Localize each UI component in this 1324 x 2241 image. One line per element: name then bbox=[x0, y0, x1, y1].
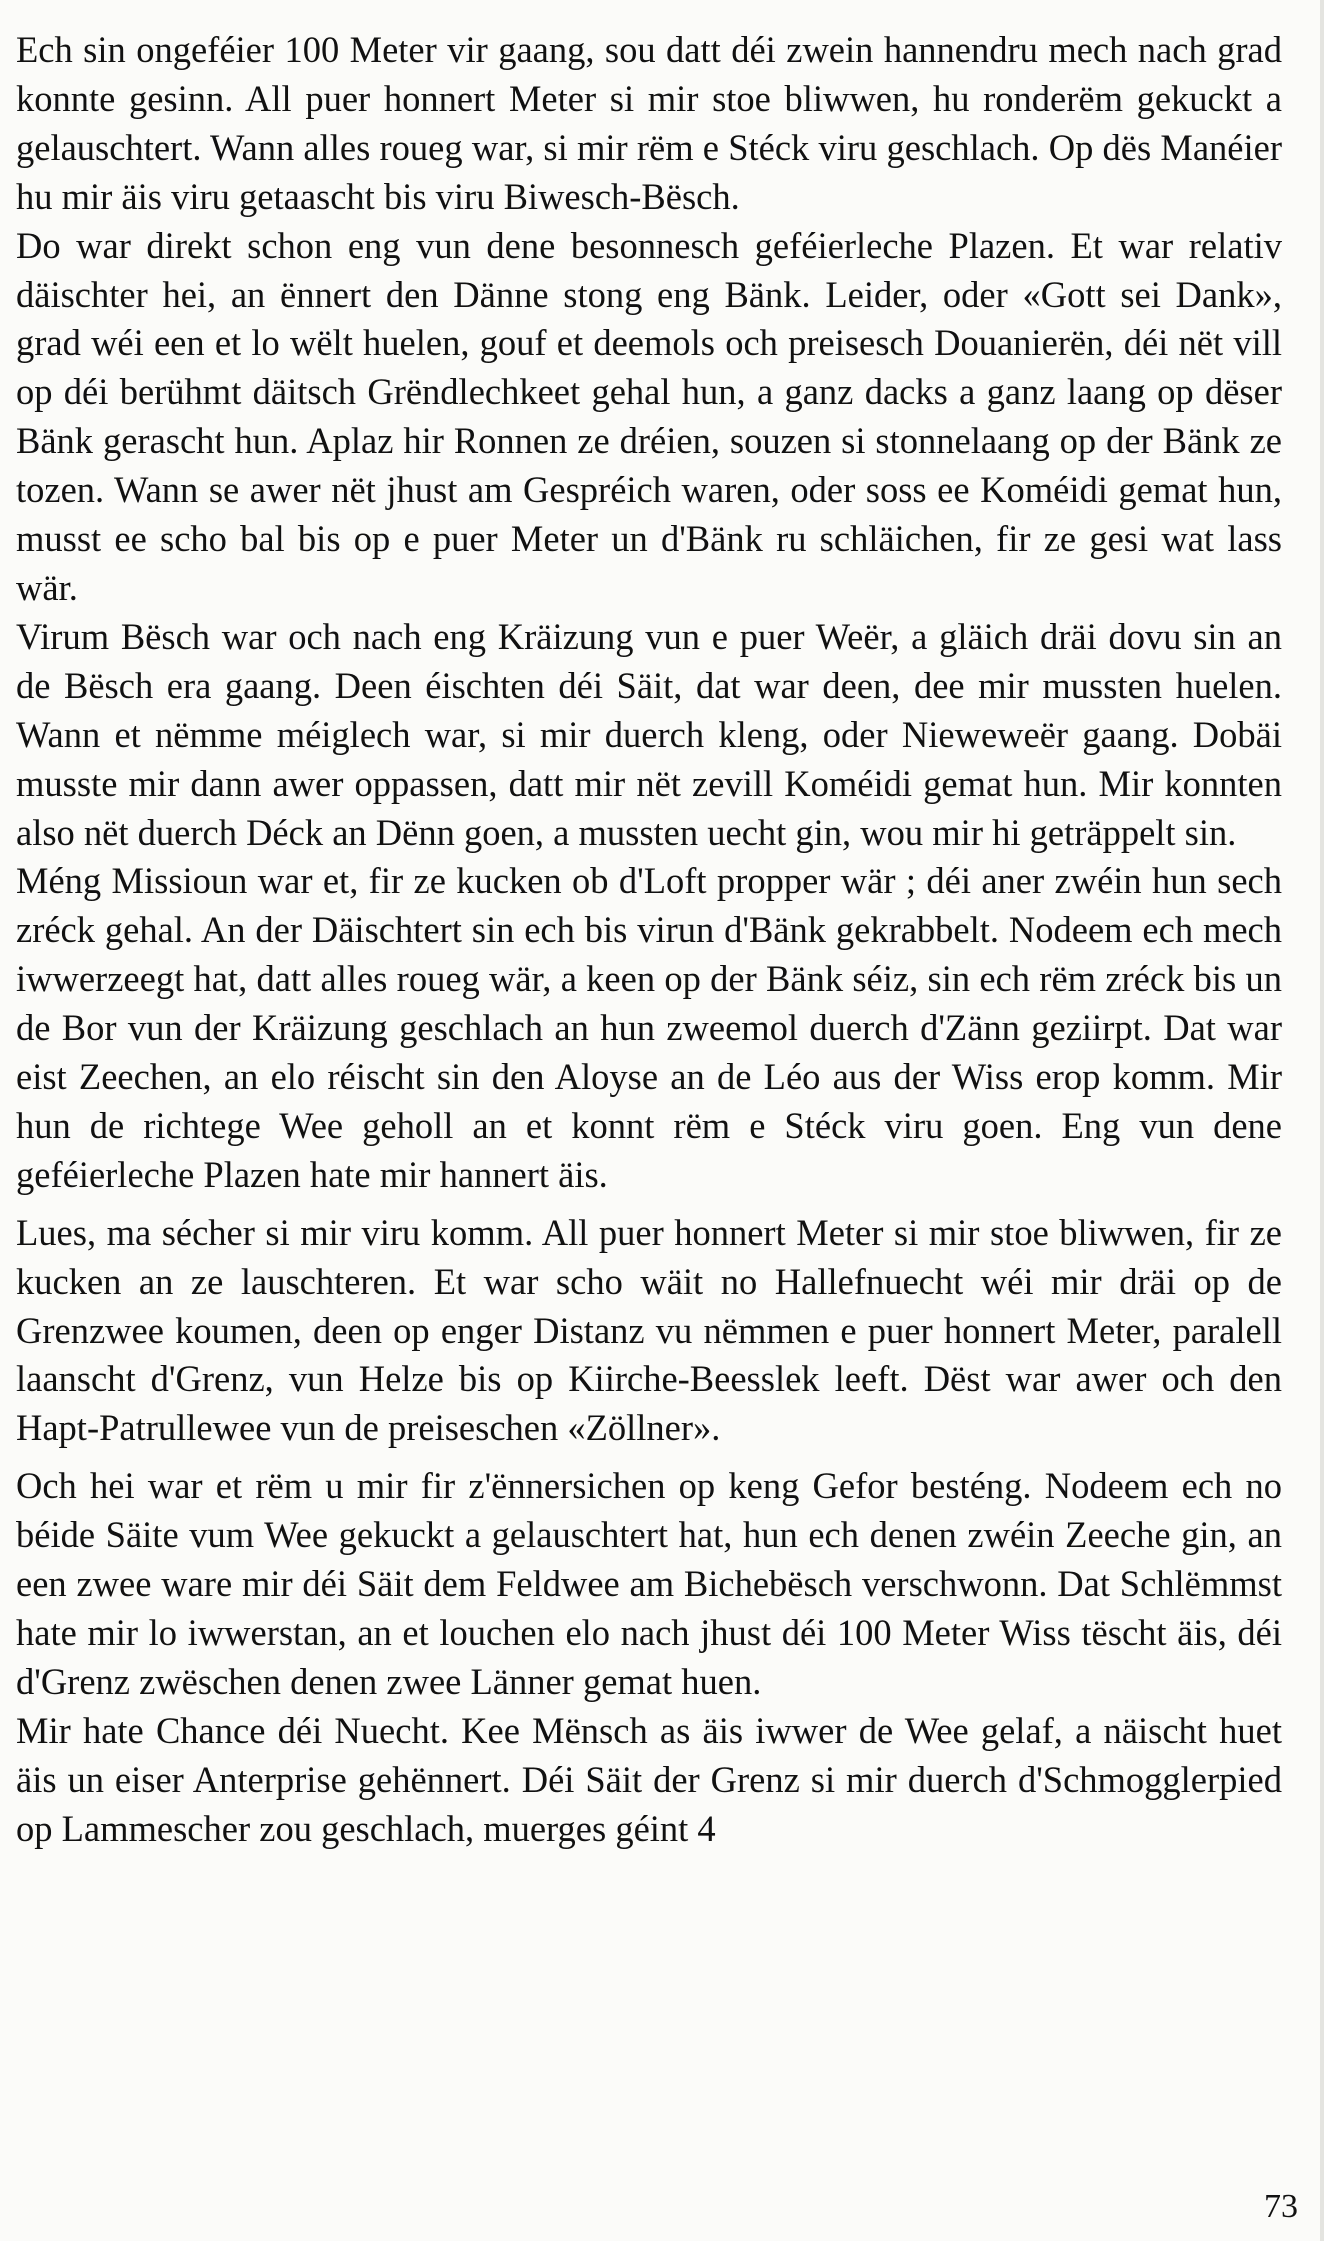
page-edge-shadow bbox=[1320, 0, 1324, 2241]
paragraph: Méng Missioun war et, fir ze kucken ob d'Loft propper wär ; déi aner zwéin hun sech zréck gehal. An der Däischtert sin ech bis virun d'Bänk gekrabbelt. Nodeem ech mech iwwerzeegt hat, datt alles roueg wär, a keen op der Bänk séiz, sin ech rëm zréck bis un de Bor vun der Kräizung geschlach an hun zweemol duerch d'Zänn geziirpt. Dat war eist Zeechen, an elo réischt sin den Aloyse an de Léo aus der Wiss erop komm. Mir hun de richtege Wee geholl an et konnt rëm e Stéck viru goen. Eng vun dene geféierleche Plazen hate mir hannert äis. bbox=[16, 860, 1282, 1195]
paragraph: Mir hate Chance déi Nuecht. Kee Mënsch as äis iwwer de Wee gelaf, a näischt huet äis un eiser Anterprise gehënnert. Déi Säit der Grenz si mir duerch d'Schmogglerpied op Lammescher zou geschlach, muerges géint 4 bbox=[16, 1709, 1282, 1849]
paragraph: Virum Bësch war och nach eng Kräizung vun e puer Weër, a gläich dräi dovu sin an de Bësch era gaang. Deen éischten déi Säit, dat war deen, dee mir mussten huelen. Wann et nëmme méiglech war, si mir duerch kleng, oder Nieweweër gaang. Dobäi musste mir dann awer oppassen, datt mir nët zevill Koméidi gemat hun. Mir konnten also nët duerch Déck an Dënn goen, a mussten uecht gin, wou mir hi geträppelt sin. bbox=[16, 615, 1282, 853]
paragraph: Och hei war et rëm u mir fir z'ënnersichen op keng Gefor besténg. Nodeem ech no béide Säite vum Wee gekuckt a gelauschtert hat, hun ech denen zwéin Zeeche gin, an een zwee ware mir déi Säit dem Feldwee am Bichebësch verschwonn. Dat Schlëmmst hate mir lo iwwerstan, an et louchen elo nach jhust déi 100 Meter Wiss tëscht äis, déi d'Grenz zwëschen denen zwee Länner gemat huen. bbox=[16, 1465, 1282, 1702]
page-number: 73 bbox=[1264, 2188, 1298, 2225]
paragraph: Do war direkt schon eng vun dene besonnesch geféierleche Plazen. Et war relativ däischter hei, an ënnert den Dänne stong eng Bänk. Leider, oder «Gott sei Dank», grad wéi een et lo wëlt huelen, gouf et deemols och preisesch Douanierën, déi nët vill op déi berühmt däitsch Grëndlechkeet gehal hun, a ganz dacks a ganz laang op dëser Bänk gerascht hun. Aplaz hir Ronnen ze dréien, souzen si stonnelaang op der Bänk ze tozen. Wann se awer nët jhust am Gespréich waren, oder soss ee Koméidi gemat hun, musst ee scho bal bis op e puer Meter un d'Bänk ru schläichen, fir ze gesi wat lass wär. bbox=[16, 224, 1282, 608]
body-text bbox=[16, 26, 1282, 1854]
paragraph: Lues, ma sécher si mir viru komm. All puer honnert Meter si mir stoe bliwwen, fir ze kucken an ze lauschteren. Et war scho wäit no Hallefnuecht wéi mir dräi op de Grenzwee koumen, deen op enger Distanz vu nëmmen e puer honnert Meter, paralell laanscht d'Grenz, vun Helze bis op Kiirche-Beesslek leeft. Dëst war awer och den Hapt-Patrullewee vun de preiseschen «Zöllner». bbox=[16, 1211, 1282, 1449]
paragraph: Ech sin ongeféier 100 Meter vir gaang, sou datt déi zwein hannendru mech nach grad konnte gesinn. All puer honnert Meter si mir stoe bliwwen, hu ronderëm gekuckt a gelauschtert. Wann alles roueg war, si mir rëm e Stéck viru geschlach. Op dës Manéier hu mir äis viru getaascht bis viru Biwesch-Bësch. bbox=[16, 29, 1282, 217]
